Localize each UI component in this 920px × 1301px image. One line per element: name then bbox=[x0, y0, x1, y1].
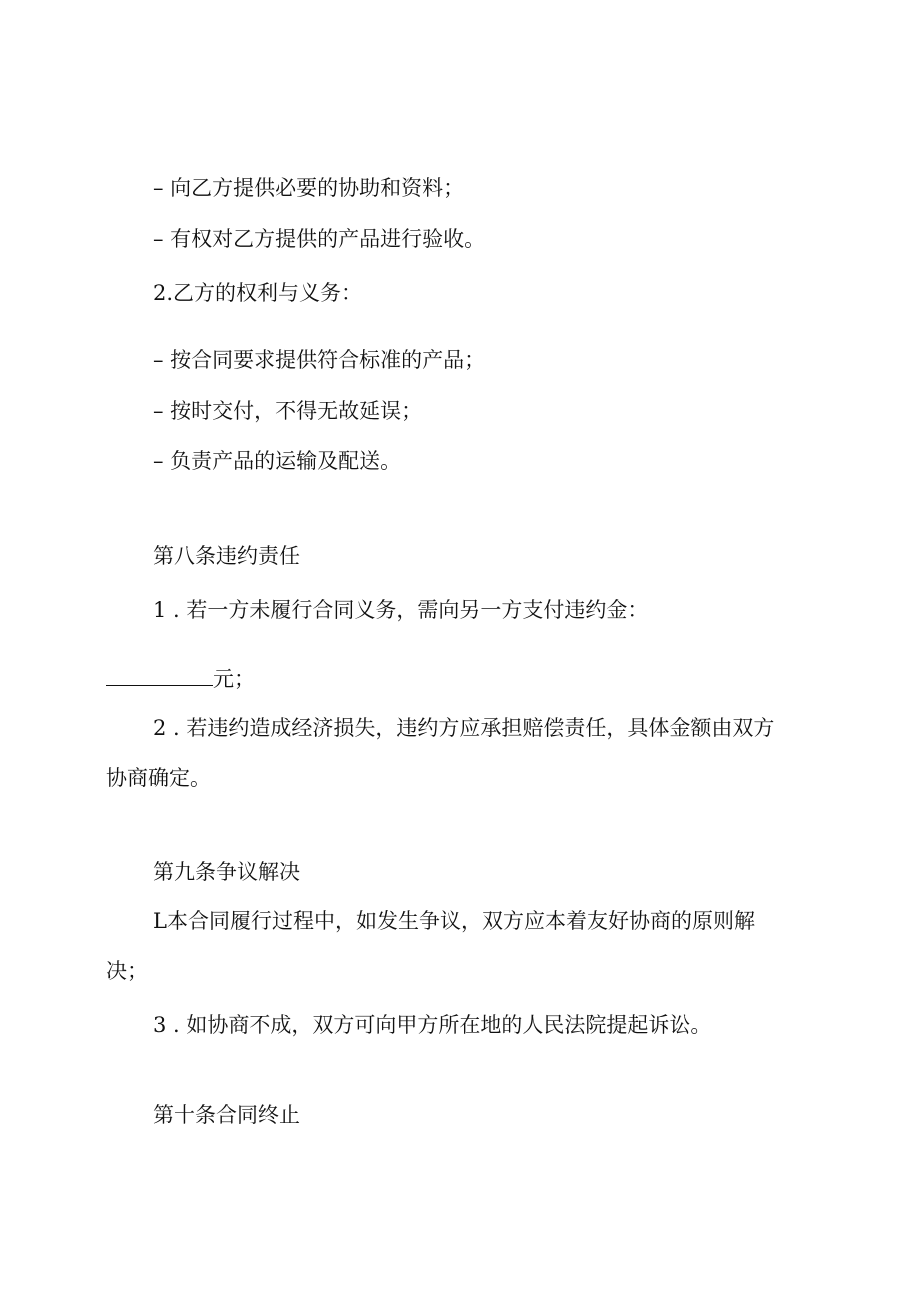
party-b-heading: 2.乙方的权利与义务： bbox=[153, 281, 363, 305]
article-8-title: 第八条违约责任 bbox=[153, 544, 300, 568]
penalty-unit: 元； bbox=[213, 667, 255, 691]
party-b-item-3: – 负责产品的运输及配送。 bbox=[153, 449, 402, 473]
article-8-clause-1: 1 . 若一方未履行合同义务，需向另一方支付违约金： bbox=[153, 598, 649, 622]
party-a-item-1: – 向乙方提供必要的协助和资料； bbox=[153, 176, 465, 200]
article-9-clause-1-line-2: 决； bbox=[106, 959, 148, 983]
article-8-clause-2-line-1: 2 . 若违约造成经济损失，违约方应承担赔偿责任，具体金额由双方 bbox=[153, 716, 775, 740]
article-9-title: 第九条争议解决 bbox=[153, 860, 300, 884]
penalty-amount-blank bbox=[106, 665, 213, 686]
party-b-item-1: – 按合同要求提供符合标准的产品； bbox=[153, 348, 486, 372]
article-8-clause-2-line-2: 协商确定。 bbox=[106, 766, 211, 790]
party-b-item-2: – 按时交付，不得无故延误； bbox=[153, 399, 423, 423]
article-9-clause-1-line-1: L本合同履行过程中，如发生争议，双方应本着友好协商的原则解 bbox=[153, 909, 755, 933]
party-a-item-2: – 有权对乙方提供的产品进行验收。 bbox=[153, 227, 486, 251]
article-8-penalty-line bbox=[106, 664, 255, 694]
article-10-title: 第十条合同终止 bbox=[153, 1103, 300, 1127]
article-9-clause-2: 3 . 如协商不成，双方可向甲方所在地的人民法院提起诉讼。 bbox=[153, 1013, 712, 1037]
